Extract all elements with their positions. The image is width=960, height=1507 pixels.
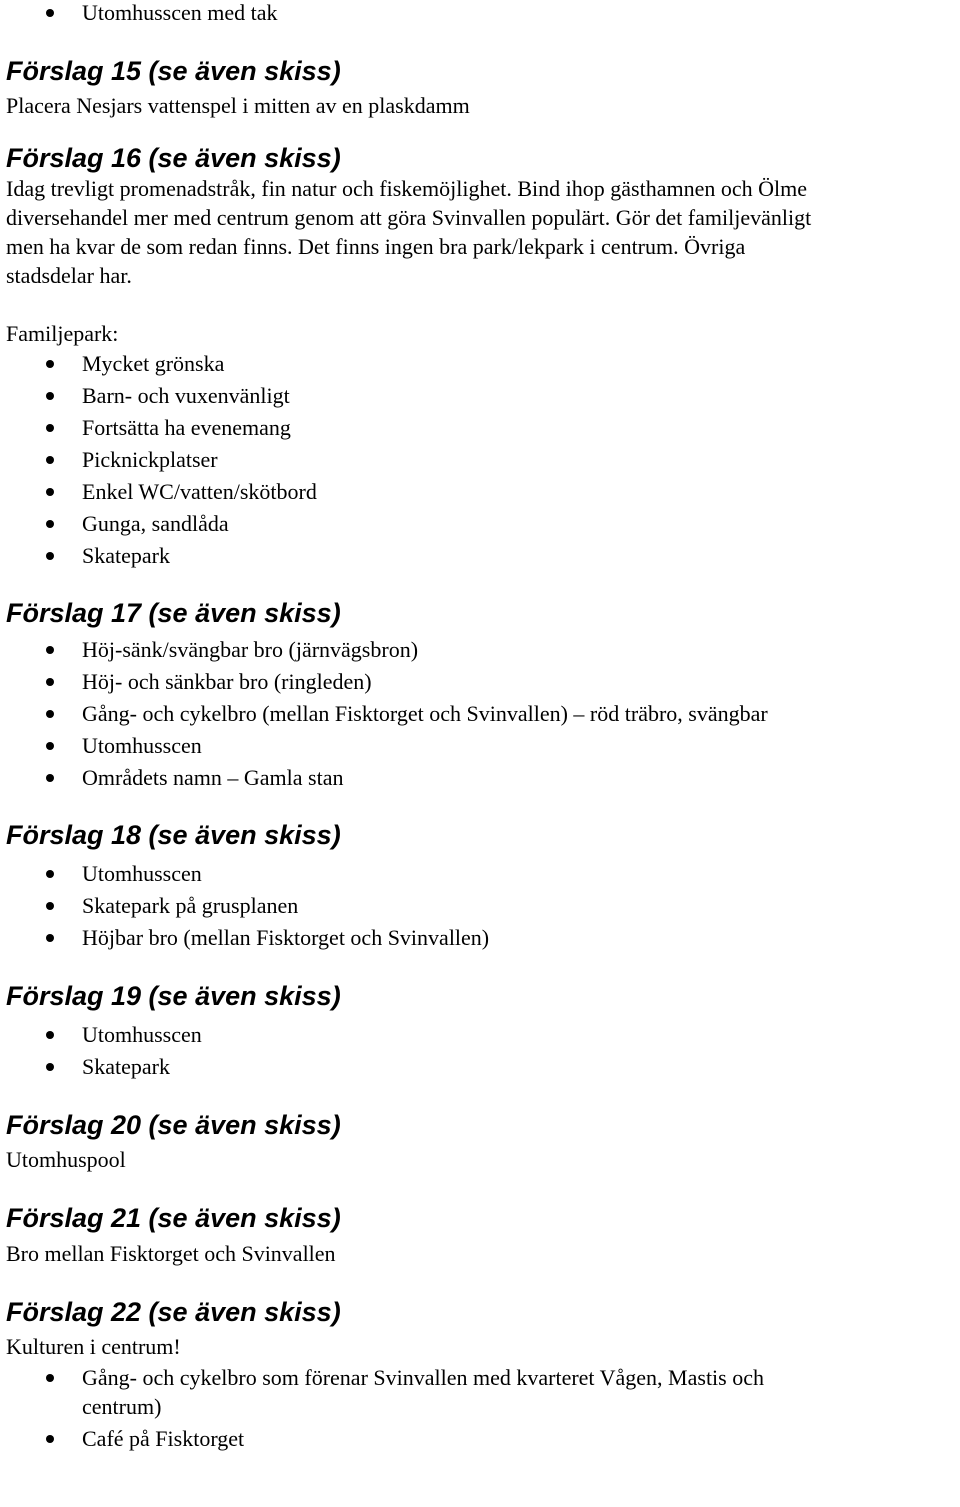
section-title-18: Förslag 18 (se även skiss) [6, 820, 341, 850]
section-list-22 [6, 1363, 956, 1453]
list-item: Café på Fisktorget [6, 1424, 956, 1453]
section-text-21: Bro mellan Fisktorget och Svinvallen [6, 1241, 336, 1266]
section-list-18 [6, 858, 956, 954]
text-line: Gång- och cykelbro som förenar Svinvallen med kvarteret Vågen, Mastis och [82, 1365, 764, 1390]
list-item: Utomhusscen [6, 1019, 956, 1051]
list-intro-familjepark: Familjepark: [6, 321, 119, 346]
list-item: Områdets namn – Gamla stan [6, 762, 956, 794]
list-item: Höj- och sänkbar bro (ringleden) [6, 666, 956, 698]
list-item: Gång- och cykelbro (mellan Fisktorget och Svinvallen) – röd träbro, svängbar [6, 698, 956, 730]
section-text-16 [6, 174, 956, 290]
section-text-20: Utomhuspool [6, 1147, 126, 1172]
text-line: men ha kvar de som redan finns. Det finns ingen bra park/lekpark i centrum. Övriga [6, 234, 746, 259]
list-item [6, 1363, 956, 1421]
section-list-17 [6, 634, 956, 794]
list-item: Utomhusscen [6, 730, 956, 762]
list-item: Utomhusscen [6, 858, 956, 890]
text-line: centrum) [82, 1394, 162, 1419]
section-title-17: Förslag 17 (se även skiss) [6, 598, 341, 628]
section-title-15: Förslag 15 (se även skiss) [6, 56, 341, 86]
section-title-22: Förslag 22 (se även skiss) [6, 1297, 341, 1327]
section-title-19: Förslag 19 (se även skiss) [6, 981, 341, 1011]
section-text-15: Placera Nesjars vattenspel i mitten av en plaskdamm [6, 93, 470, 118]
list-item: Enkel WC/vatten/skötbord [6, 476, 956, 508]
document-page [6, 0, 956, 1453]
text-line: Idag trevligt promenadstråk, fin natur och fiskemöjlighet. Bind ihop gästhamnen och Ölme [6, 176, 807, 201]
section-list-19 [6, 1019, 956, 1083]
list-item: Höj-sänk/svängbar bro (järnvägsbron) [6, 634, 956, 666]
familjepark-list [6, 348, 956, 572]
section-text-22: Kulturen i centrum! [6, 1334, 181, 1359]
list-item: Utomhusscen med tak [6, 0, 956, 29]
section-title-21: Förslag 21 (se även skiss) [6, 1203, 341, 1233]
list-item: Barn- och vuxenvänligt [6, 380, 956, 412]
list-item: Fortsätta ha evenemang [6, 412, 956, 444]
list-item: Höjbar bro (mellan Fisktorget och Svinvallen) [6, 922, 956, 954]
list-item: Skatepark [6, 1051, 956, 1083]
section-title-16: Förslag 16 (se även skiss) [6, 143, 341, 173]
list-item: Gunga, sandlåda [6, 508, 956, 540]
text-line: diversehandel mer med centrum genom att göra Svinvallen populärt. Gör det familjevänligt [6, 205, 812, 230]
list-item: Mycket grönska [6, 348, 956, 380]
list-item: Picknickplatser [6, 444, 956, 476]
list-item: Skatepark på grusplanen [6, 890, 956, 922]
text-line: stadsdelar har. [6, 263, 132, 288]
section-title-20: Förslag 20 (se även skiss) [6, 1110, 341, 1140]
list-item: Skatepark [6, 540, 956, 572]
intro-list [6, 0, 956, 29]
